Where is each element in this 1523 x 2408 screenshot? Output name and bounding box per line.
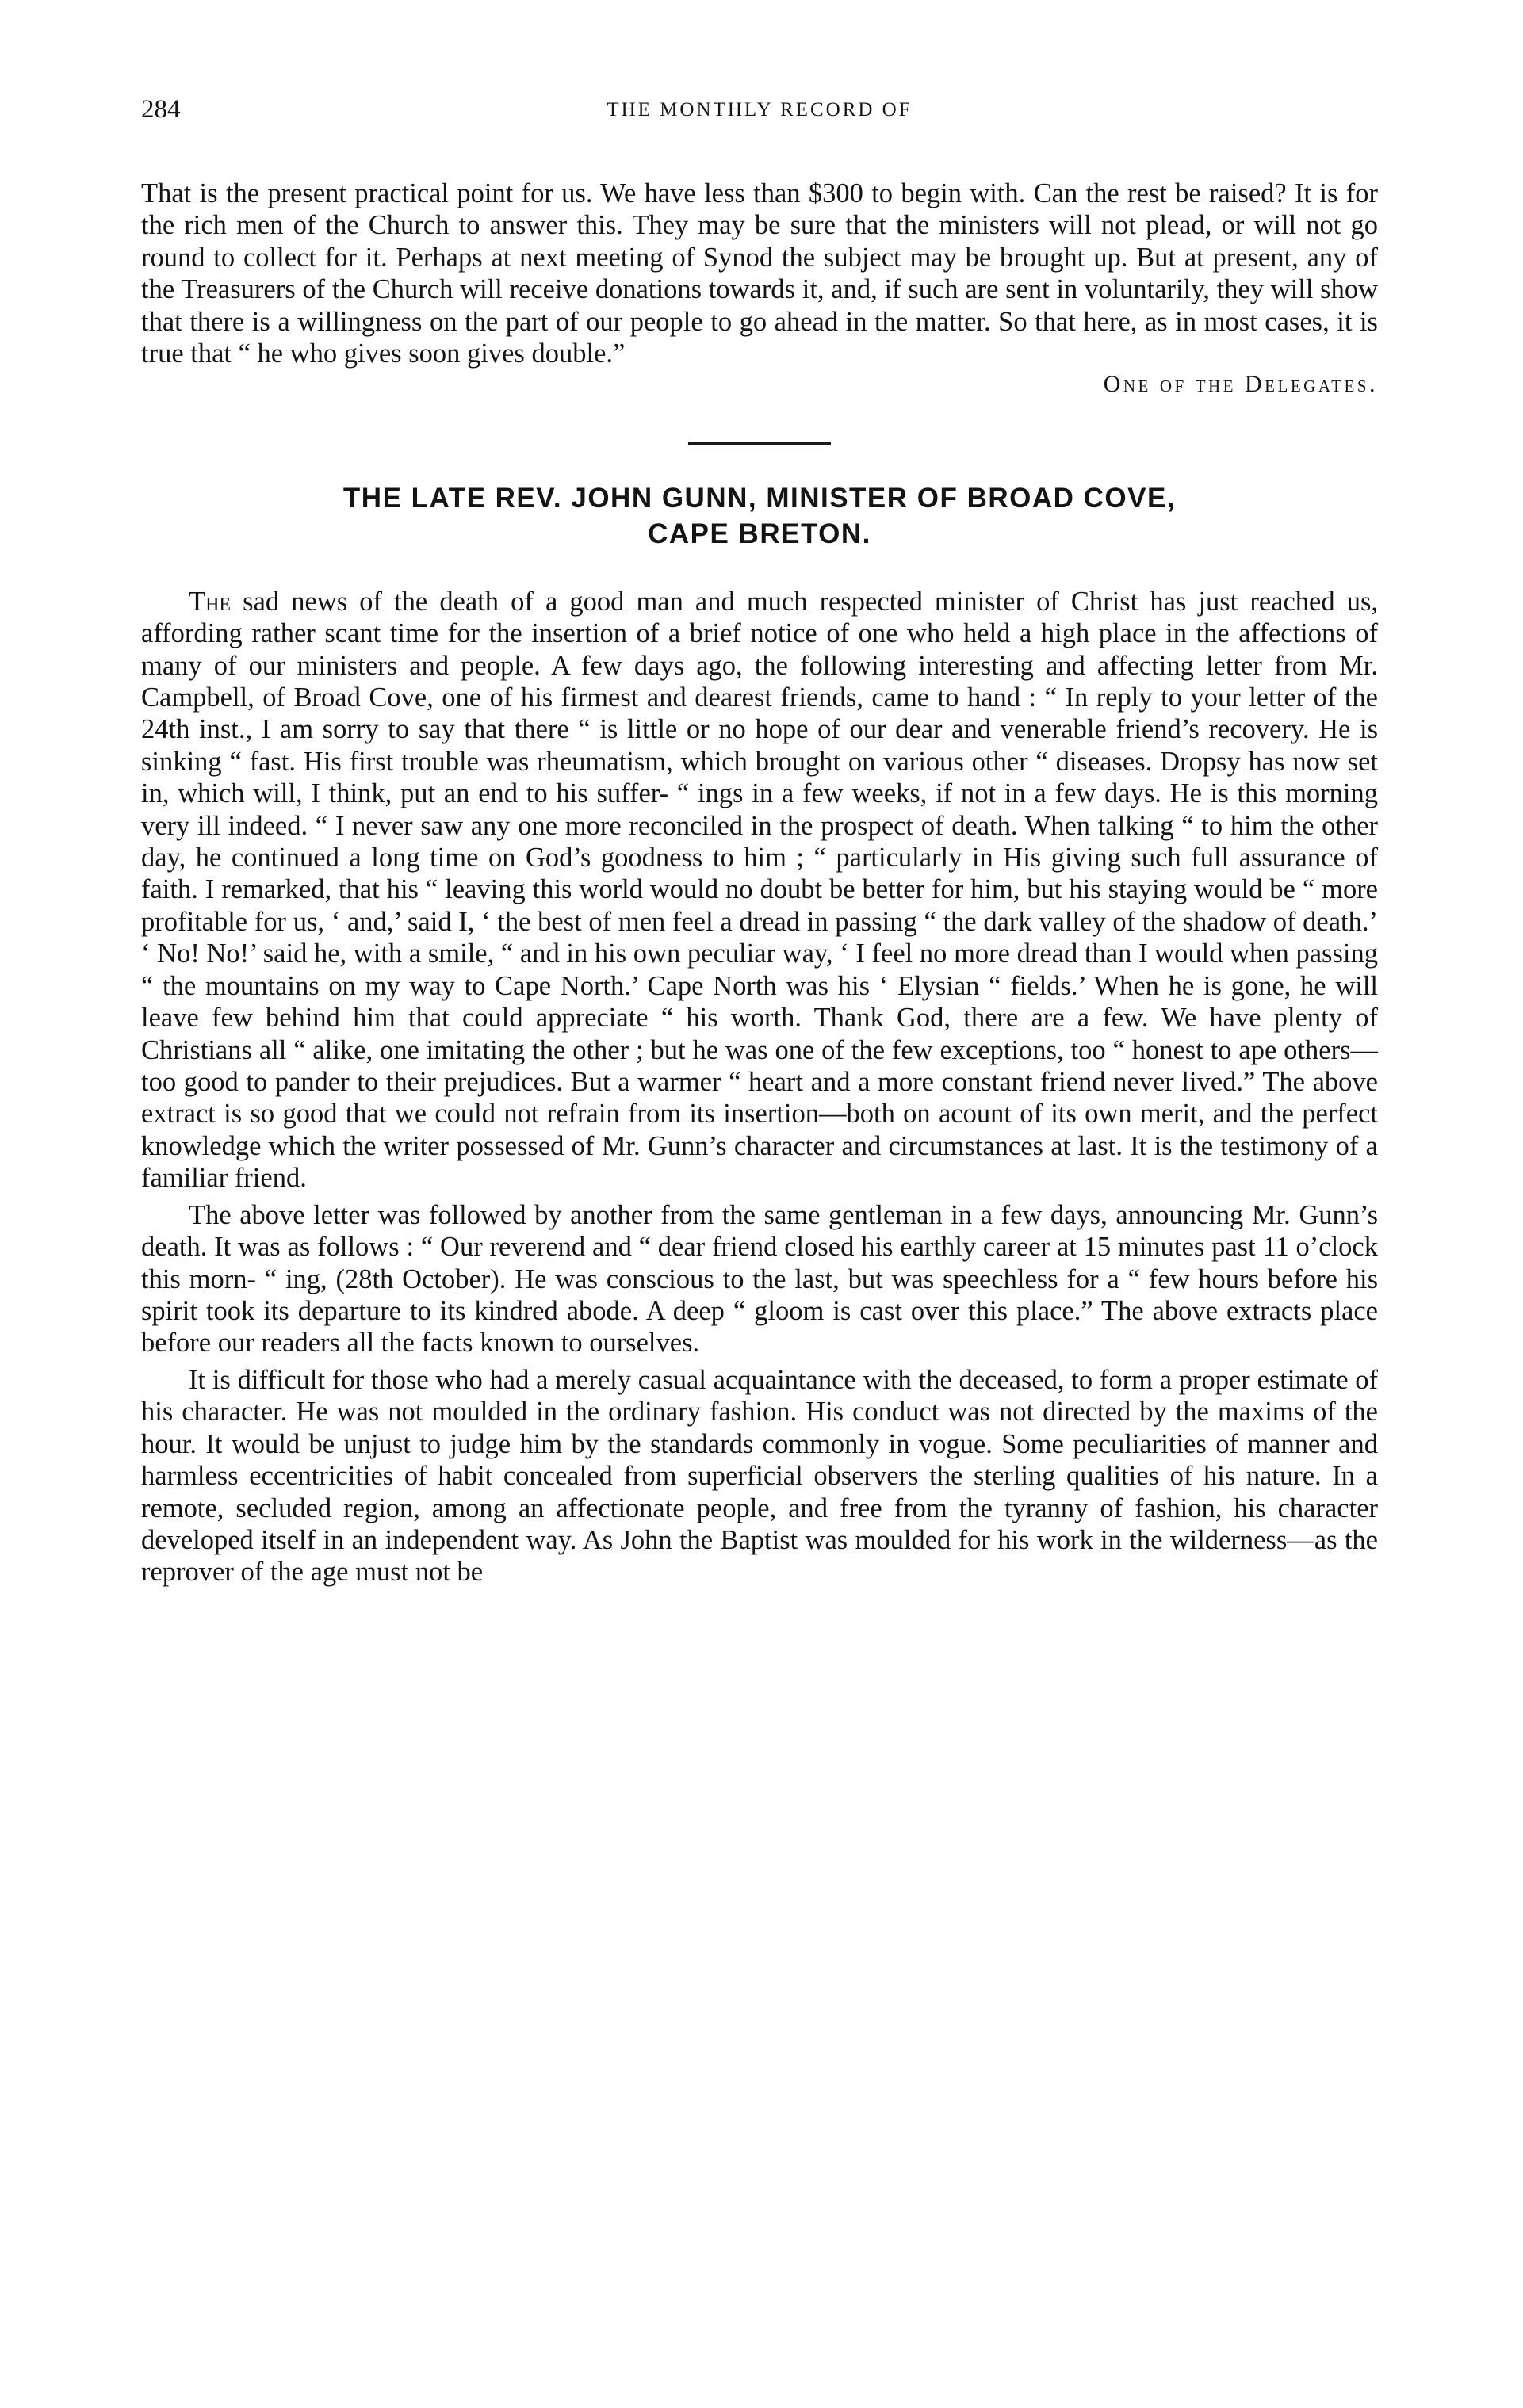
article-paragraph-3: It is difficult for those who had a merely casual acquaintance with the deceased, to form a proper estimate of his character. He was not moulded in the ordinary fashion. His conduct was not directed by the maxims of the hour. It would be unjust to judge him by the standards commonly in vogue. Some peculiarities of manner and harmless eccentricities of habit concealed from superficial observers the sterling qualities of his nature. In a remote, secluded region, among an affectionate people, and free from the tyranny of fashion, his character developed itself in an independent way. As John the Baptist was moulded for his work in the wilderness—as the reprover of the age must not be [141, 1364, 1378, 1588]
continuation-paragraph: That is the present practical point for us. We have less than $300 to begin with. Can the rest be raised? It is for the rich men of the Church to answer this. They may be sure that the ministers will not plead, or will not go round to collect for it. Perhaps at next meeting of Synod the subject may be brought up. But at present, any of the Treasurers of the Church will receive donations towards it, and, if such are sent in voluntarily, they will show that there is a willingness on the part of our people to go ahead in the matter. So that here, as in most cases, it is true that “ he who gives soon gives double.” [141, 178, 1378, 369]
signature-text: One of the Delegates. [1103, 370, 1378, 397]
delegate-signature [141, 370, 1378, 398]
page [141, 94, 1378, 1588]
article-title-line-2: CAPE BRETON. [648, 518, 871, 550]
section-divider [688, 442, 831, 445]
running-head: THE MONTHLY RECORD OF [607, 99, 913, 120]
body-text [141, 178, 1378, 1588]
page-number: 284 [141, 95, 181, 124]
lead-word: The [189, 586, 232, 617]
article-title-line-1: THE LATE REV. JOHN GUNN, MINISTER OF BROAD COVE, [342, 482, 1177, 514]
page-header [141, 94, 1378, 133]
article-paragraph-1-text: sad news of the death of a good man and much respected minister of Christ has just reached us, affording rather scant time for the insertion of a brief notice of one who held a high place in the affections of many of our ministers and people. A few days ago, the following interesting and affecting letter from Mr. Campbell, of Broad Cove, one of his firmest and dearest friends, came to hand : “ In reply to your letter of the 24th inst., I am sorry to say that there “ is little or no hope of our dear and venerable friend’s recovery. He is sinking “ fast. His first trouble was rheumatism, which brought on various other “ diseases. Dropsy has now set in, which will, I think, put an end to his suffer- “ ings in a few weeks, if not in a few days. He is this morning very ill indeed. “ I never saw any one more reconciled in the prospect of death. When talking “ to him the other day, he continued a long time on God’s goodness to him ; “ particularly in His giving such full assurance of faith. I remarked, that his “ leaving this world would no doubt be better for him, but his staying would be “ more profitable for us, ‘ and,’ said I, ‘ the best of men feel a dread in passing “ the dark valley of the shadow of death.’ ‘ No! No!’ said he, with a smile, “ and in his own peculiar way, ‘ I feel no more dread than I would when passing “ the mountains on my way to Cape North.’ Cape North was his ‘ Elysian “ fields.’ When he is gone, he will leave few behind him that could appreciate “ his worth. Thank God, there are a few. We have plenty of Christians all “ alike, one imitating the other ; but he was one of the few exceptions, too “ honest to ape others—too good to pander to their prejudices. But a warmer “ heart and a more constant friend never lived.” The above extract is so good that we could not refrain from its insertion—both on acount of its own merit, and the perfect knowledge which the writer possessed of Mr. Gunn’s character and circumstances at last. It is the testimony of a familiar friend. [141, 586, 1378, 1194]
article-paragraph-1 [141, 586, 1378, 1194]
article-title [141, 480, 1378, 552]
article-paragraph-2: The above letter was followed by another from the same gentleman in a few days, announcing Mr. Gunn’s death. It was as follows : “ Our reverend and “ dear friend closed his earthly career at 15 minutes past 11 o’clock this morn- “ ing, (28th October). He was conscious to the last, but was speechless for a “ few hours before his spirit took its departure to its kindred abode. A deep “ gloom is cast over this place.” The above extracts place before our readers all the facts known to ourselves. [141, 1199, 1378, 1359]
